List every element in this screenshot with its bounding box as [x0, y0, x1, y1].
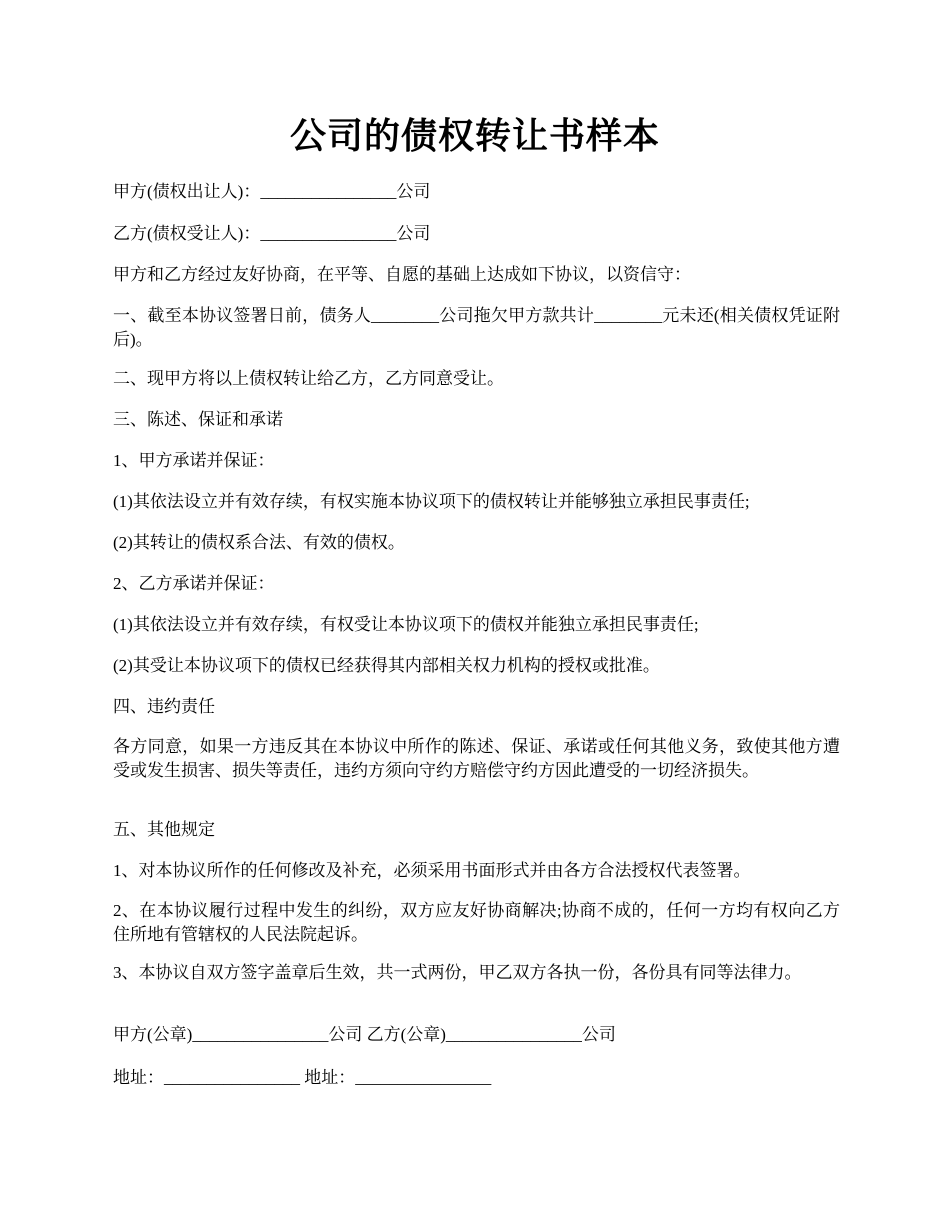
clause-2: 二、现甲方将以上债权转让给乙方，乙方同意受让。 [113, 369, 504, 388]
section-5-heading: 五、其他规定 [113, 820, 215, 839]
seal-line: 甲方(公章)________________公司 乙方(公章)________________公司 [113, 1025, 616, 1044]
preamble: 甲方和乙方经过友好协商，在平等、自愿的基础上达成如下协议，以资信守： [113, 265, 691, 284]
clause-1: 一、截至本协议签署日前，债务人________公司拖欠甲方款共计________元未还(相关债权凭证附后)。 [113, 306, 840, 349]
section-5-item-1: 1、对本协议所作的任何修改及补充，必须采用书面形式并由各方合法授权代表签署。 [113, 861, 751, 880]
section-3-item-1: 1、甲方承诺并保证： [113, 451, 275, 470]
section-3-item-1-a: (1)其依法设立并有效存续，有权实施本协议项下的债权转让并能够独立承担民事责任; [113, 492, 750, 511]
section-3-item-2: 2、乙方承诺并保证： [113, 574, 275, 593]
address-line: 地址：________________ 地址：________________ [113, 1068, 492, 1087]
section-3-item-1-b: (2)其转让的债权系合法、有效的债权。 [113, 533, 405, 552]
section-3-item-2-a: (1)其依法设立并有效存续，有权受让本协议项下的债权并能独立承担民事责任; [113, 615, 699, 634]
document-title: 公司的债权转让书样本 [289, 116, 660, 156]
section-3-item-2-b: (2)其受让本协议项下的债权已经获得其内部相关权力机构的授权或批准。 [113, 656, 660, 675]
section-5-item-2: 2、在本协议履行过程中发生的纠纷，双方应友好协商解决;协商不成的，任何一方均有权向乙方住所地有管辖权的人民法院起诉。 [113, 901, 840, 944]
section-5-item-3: 3、本协议自双方签字盖章后生效，共一式两份，甲乙双方各执一份，各份具有同等法律力。 [113, 963, 802, 982]
party-b-line: 乙方(债权受让人)：________________公司 [113, 224, 431, 243]
party-a-line: 甲方(债权出让人)：________________公司 [113, 182, 431, 201]
section-3-heading: 三、陈述、保证和承诺 [113, 410, 283, 429]
section-4-heading: 四、违约责任 [113, 697, 215, 716]
section-4-body: 各方同意，如果一方违反其在本协议中所作的陈述、保证、承诺或任何其他义务，致使其他方遭受或发生损害、损失等责任，违约方须向守约方赔偿守约方因此遭受的一切经济损失。 [113, 737, 840, 780]
